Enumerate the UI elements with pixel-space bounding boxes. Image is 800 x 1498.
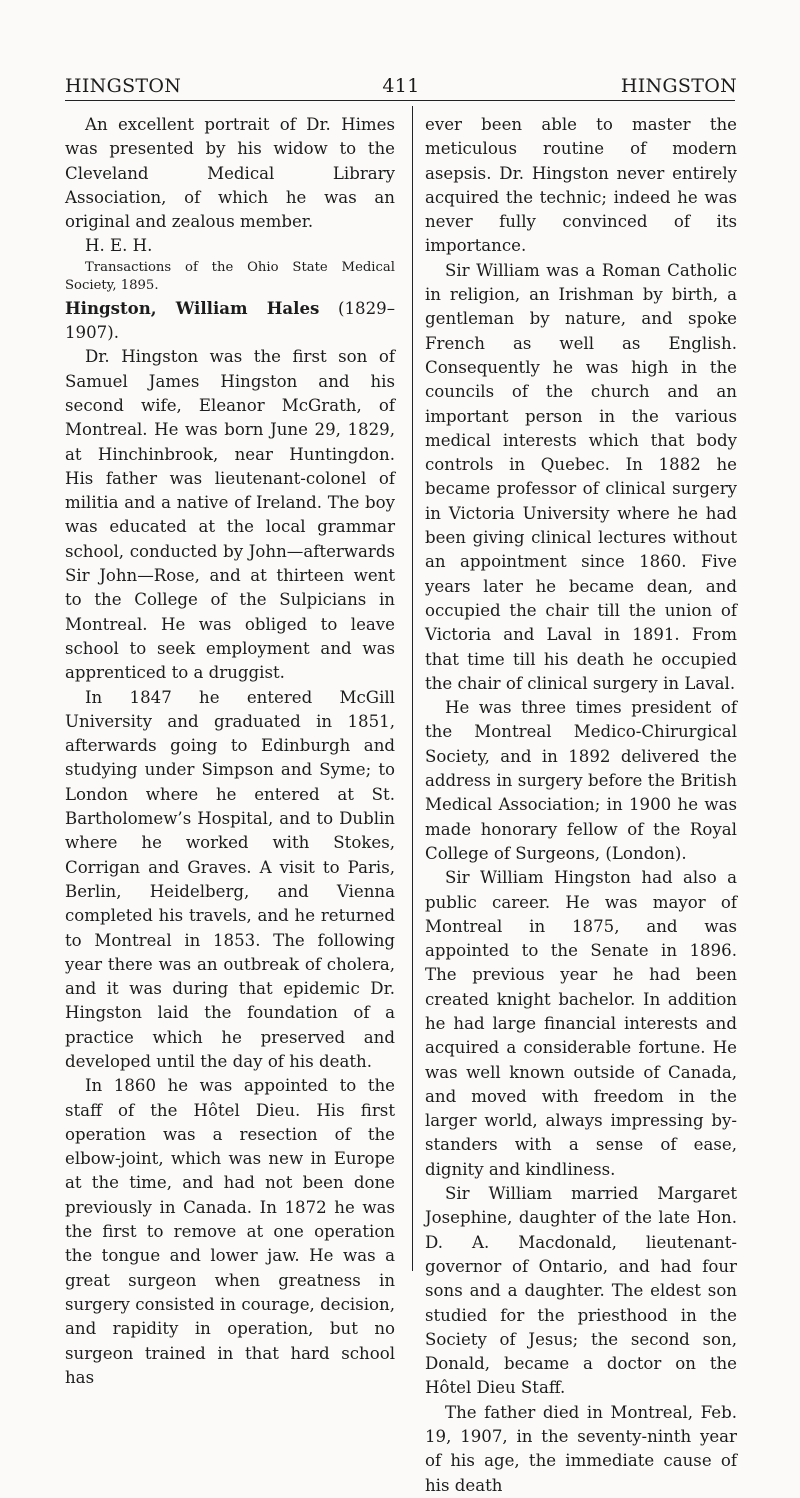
entry-name: Hingston, William Hales [65, 297, 320, 318]
header-left-title: HINGSTON [65, 75, 182, 97]
header-right-title: HINGSTON [620, 75, 737, 97]
column-divider [412, 106, 413, 1271]
author-initials: H. E. H. [85, 236, 153, 256]
body-paragraph: Sir William Hingston had also a public career. He was mayor of Montreal in 1875, and was appointed to the Senate in 1896. The previous year he had been created knight bachelor. In addition he had large financial interests and acquired a considerable fortune. He was well known outside of Canada, and moved with freedom in the larger world, always impressing by-standers with a sense of ease, dignity and kindliness. [425, 868, 737, 1179]
running-header [65, 74, 737, 98]
page-number: 411 [382, 75, 420, 97]
header-rule [65, 100, 735, 101]
right-column [425, 113, 737, 1498]
body-paragraph: The father died in Montreal, Feb. 19, 1907, in the seventy-ninth year of his age, the immediate cause of his death [425, 1402, 737, 1495]
source-citation: Transactions of the Ohio State Medical Society, 1895. [65, 259, 395, 294]
himes-closing-paragraph: An excellent portrait of Dr. Himes was presented by his widow to the Cleveland Medical Library Association, of which he was an original and zealous member. [65, 115, 395, 232]
body-paragraph: In 1860 he was appointed to the staff of the Hôtel Dieu. His first operation was a resection of the elbow-joint, which was new in Europe at the time, and had not been done previously in Canada. In 1872 he was the first to remove at one operation the tongue and lower jaw. He was a great surgeon when greatness in surgery consisted in courage, decision, and rapidity in operation, but no surgeon trained in that hard school has [65, 1076, 395, 1387]
body-paragraph: Dr. Hingston was the first son of Samuel James Hingston and his second wife, Eleanor McGrath, of Montreal. He was born June 29, 1829, at Hinchinbrook, near Huntingdon. His father was lieutenant-colonel of militia and a native of Ireland. The boy was educated at the local grammar school, conducted by John—afterwards Sir John—Rose, and at thirteen went to the College of the Sulpicians in Montreal. He was obliged to leave school to seek employment and was apprenticed to a druggist. [65, 347, 395, 683]
body-paragraph: Sir William was a Roman Catholic in religion, an Irishman by birth, a gentleman by nature, and spoke French as well as English. Consequently he was high in the councils of the church and an important person in the various medical interests which that body controls in Quebec. In 1882 he became professor of clinical surgery in Victoria University where he had been giving clinical lectures without an appointment since 1860. Five years later he became dean, and occupied the chair till the union of Victoria and Laval in 1891. From that time till his death he occupied the chair of clinical surgery in Laval. [425, 260, 737, 693]
entry-dates: (1829–1907). [65, 298, 395, 343]
left-column [65, 113, 395, 1390]
body-paragraph: Sir William married Margaret Josephine, daughter of the late Hon. D. A. Macdonald, lieutenant-governor of Ontario, and had four sons and a daughter. The eldest son studied for the priesthood in the Society of Jesus; the second son, Donald, became a doctor on the Hôtel Dieu Staff. [425, 1184, 737, 1398]
continued-paragraph: ever been able to master the meticulous routine of modern asepsis. Dr. Hingston never entirely acquired the technic; indeed he was never fully convinced of its importance. [425, 115, 737, 256]
body-paragraph: In 1847 he entered McGill University and graduated in 1851, afterwards going to Edinburgh and studying under Simpson and Syme; to London where he entered at St. Bartholomew’s Hospital, and to Dublin where he worked with Stokes, Corrigan and Graves. A visit to Paris, Berlin, Heidelberg, and Vienna completed his travels, and he returned to Montreal in 1853. The following year there was an outbreak of cholera, and it was during that epidemic Dr. Hingston laid the foundation of a practice which he preserved and developed until the day of his death. [65, 687, 395, 1071]
body-paragraph: He was three times president of the Montreal Medico-Chirurgical Society, and in 1892 delivered the address in surgery before the British Medical Association; in 1900 he was made honorary fellow of the Royal College of Surgeons, (London). [425, 698, 737, 863]
entry-heading [65, 296, 395, 346]
